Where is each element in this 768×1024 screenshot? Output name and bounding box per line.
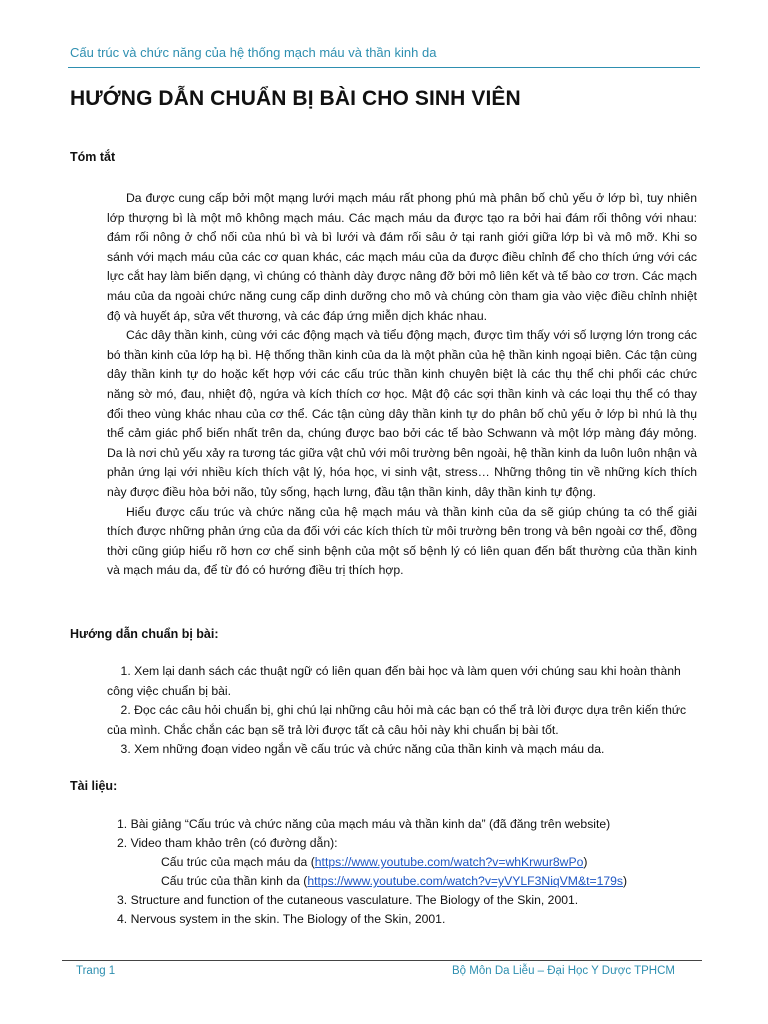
video-item: Cấu trúc của thần kinh da (https://www.youtube.com/watch?v=yVYLF3NiqVM&t=179s): [161, 874, 628, 888]
summary-paragraph: Hiểu được cấu trúc và chức năng của hệ mạch máu và thần kinh của da sẽ giúp chúng ta có thể giải thích được những phản ứng của da đối với các kích thích từ môi trường bên trong và bên ngoài cơ thể, đồng thời cũng giúp hiểu rõ hơn cơ chế sinh bệnh của một số bệnh lý có liên quan đến bất thường của thần kinh và mạch máu da, để từ đó có hướng điều trị thích hợp.: [107, 504, 697, 578]
references-list: [117, 815, 717, 929]
header-divider: [68, 67, 700, 68]
prep-heading: Hướng dẫn chuẩn bị bài:: [70, 627, 219, 641]
footer-organization: Bộ Môn Da Liễu – Đại Học Y Dược TPHCM: [452, 965, 675, 977]
page-title: HƯỚNG DẪN CHUẨN BỊ BÀI CHO SINH VIÊN: [70, 87, 521, 110]
list-item: 2. Video tham khảo trên (có đường dẫn):: [117, 836, 338, 850]
video-item: Cấu trúc của mạch máu da (https://www.youtube.com/watch?v=whKrwur8wPo): [161, 855, 588, 869]
prep-list: [107, 662, 699, 760]
footer-divider: [62, 960, 702, 961]
list-item: 1. Bài giảng “Cấu trúc và chức năng của mạch máu và thần kinh da” (đã đăng trên website): [117, 817, 611, 831]
video-link[interactable]: https://www.youtube.com/watch?v=whKrwur8wPo: [314, 855, 584, 869]
list-item: 1. Xem lại danh sách các thuật ngữ có liên quan đến bài học và làm quen với chúng sau khi hoàn thành công việc chuẩn bị bài.: [107, 664, 681, 698]
list-item: 2. Đọc các câu hỏi chuẩn bị, ghi chú lại những câu hỏi mà các bạn có thể trả lời được dựa trên kiến thức của mình. Chắc chắn các bạn sẽ trả lời được tất cả câu hỏi này khi chuẩn bị bài tốt.: [107, 703, 687, 737]
list-item: 4. Nervous system in the skin. The Biology of the Skin, 2001.: [117, 912, 446, 926]
page-number: Trang 1: [76, 965, 116, 977]
summary-heading: Tóm tắt: [70, 150, 116, 164]
video-link[interactable]: https://www.youtube.com/watch?v=yVYLF3NiqVM&t=179s: [307, 874, 624, 888]
summary-paragraph: Da được cung cấp bởi một mạng lưới mạch máu rất phong phú mà phân bố chủ yếu ở lớp bì, tuy nhiên lớp thượng bì là một mô không mạch máu. Các mạch máu da được tạo ra bởi hai đám rối thông với nhau: đám rối nông ở chổ nối của nhú bì và bì lưới và đám rối sâu ở tại ranh giới giữa lớp bì và mô mỡ. Khi so sánh với mạch máu của các cơ quan khác, các mạch máu của da được điều chỉnh để cho thích ứng với các lực cắt hay làm biến dạng, vì chúng có thành dày được nâng đỡ bởi mô liên kết và tế bào cơ trơn. Các mạch máu của da ngoài chức năng cung cấp dinh dưỡng cho mô và chúng còn tham gia vào việc điều chỉnh nhiệt độ và huyết áp, sửa vết thương, và các đáp ứng miễn dịch khác nhau.: [107, 191, 697, 323]
list-item: 3. Xem những đoạn video ngắn về cấu trúc và chức năng của thần kinh và mạch máu da.: [120, 742, 605, 757]
summary-paragraph: Các dây thần kinh, cùng với các động mạch và tiểu động mạch, được tìm thấy với số lượng lớn trong các bó thần kinh của lớp hạ bì. Hệ thống thần kinh của da là một phần của hệ thần kinh ngoại biên. Các tận cùng dây thần kinh tự do hoặc kết hợp với các cấu trúc thần kinh chuyên biệt là các thụ thể chi phối các chức năng sờ mó, đau, nhiệt độ, ngứa và kích thích cơ học. Mật độ các sợi thần kinh và các loại thụ thể có thay đổi theo vùng khác nhau của cơ thể. Các tận cùng dây thần kinh tự do phân bố chủ yếu ở lớp bì nhú là thụ thể cảm giác phổ biến nhất trên da, chúng được bao bởi các tế bào Schwann và một lớp màng đáy mỏng. Da là nơi chủ yếu xảy ra tương tác giữa vật chủ với môi trường bên ngoài, hệ thần kinh da luôn luôn nhận và phản ứng lại với nhiều kích thích vật lý, hóa học, vi sinh vật, stress… Những thông tin về những kích thích này được điều hòa bởi não, tủy sống, hạch lưng, đầu tận thần kinh, dây thần kinh tự động.: [107, 328, 697, 499]
summary-body: [107, 189, 697, 581]
list-item: 3. Structure and function of the cutaneous vasculature. The Biology of the Skin, 2001.: [117, 893, 579, 907]
running-header: Cấu trúc và chức năng của hệ thống mạch máu và thần kinh da: [70, 45, 437, 60]
references-heading: Tài liệu:: [70, 779, 118, 793]
